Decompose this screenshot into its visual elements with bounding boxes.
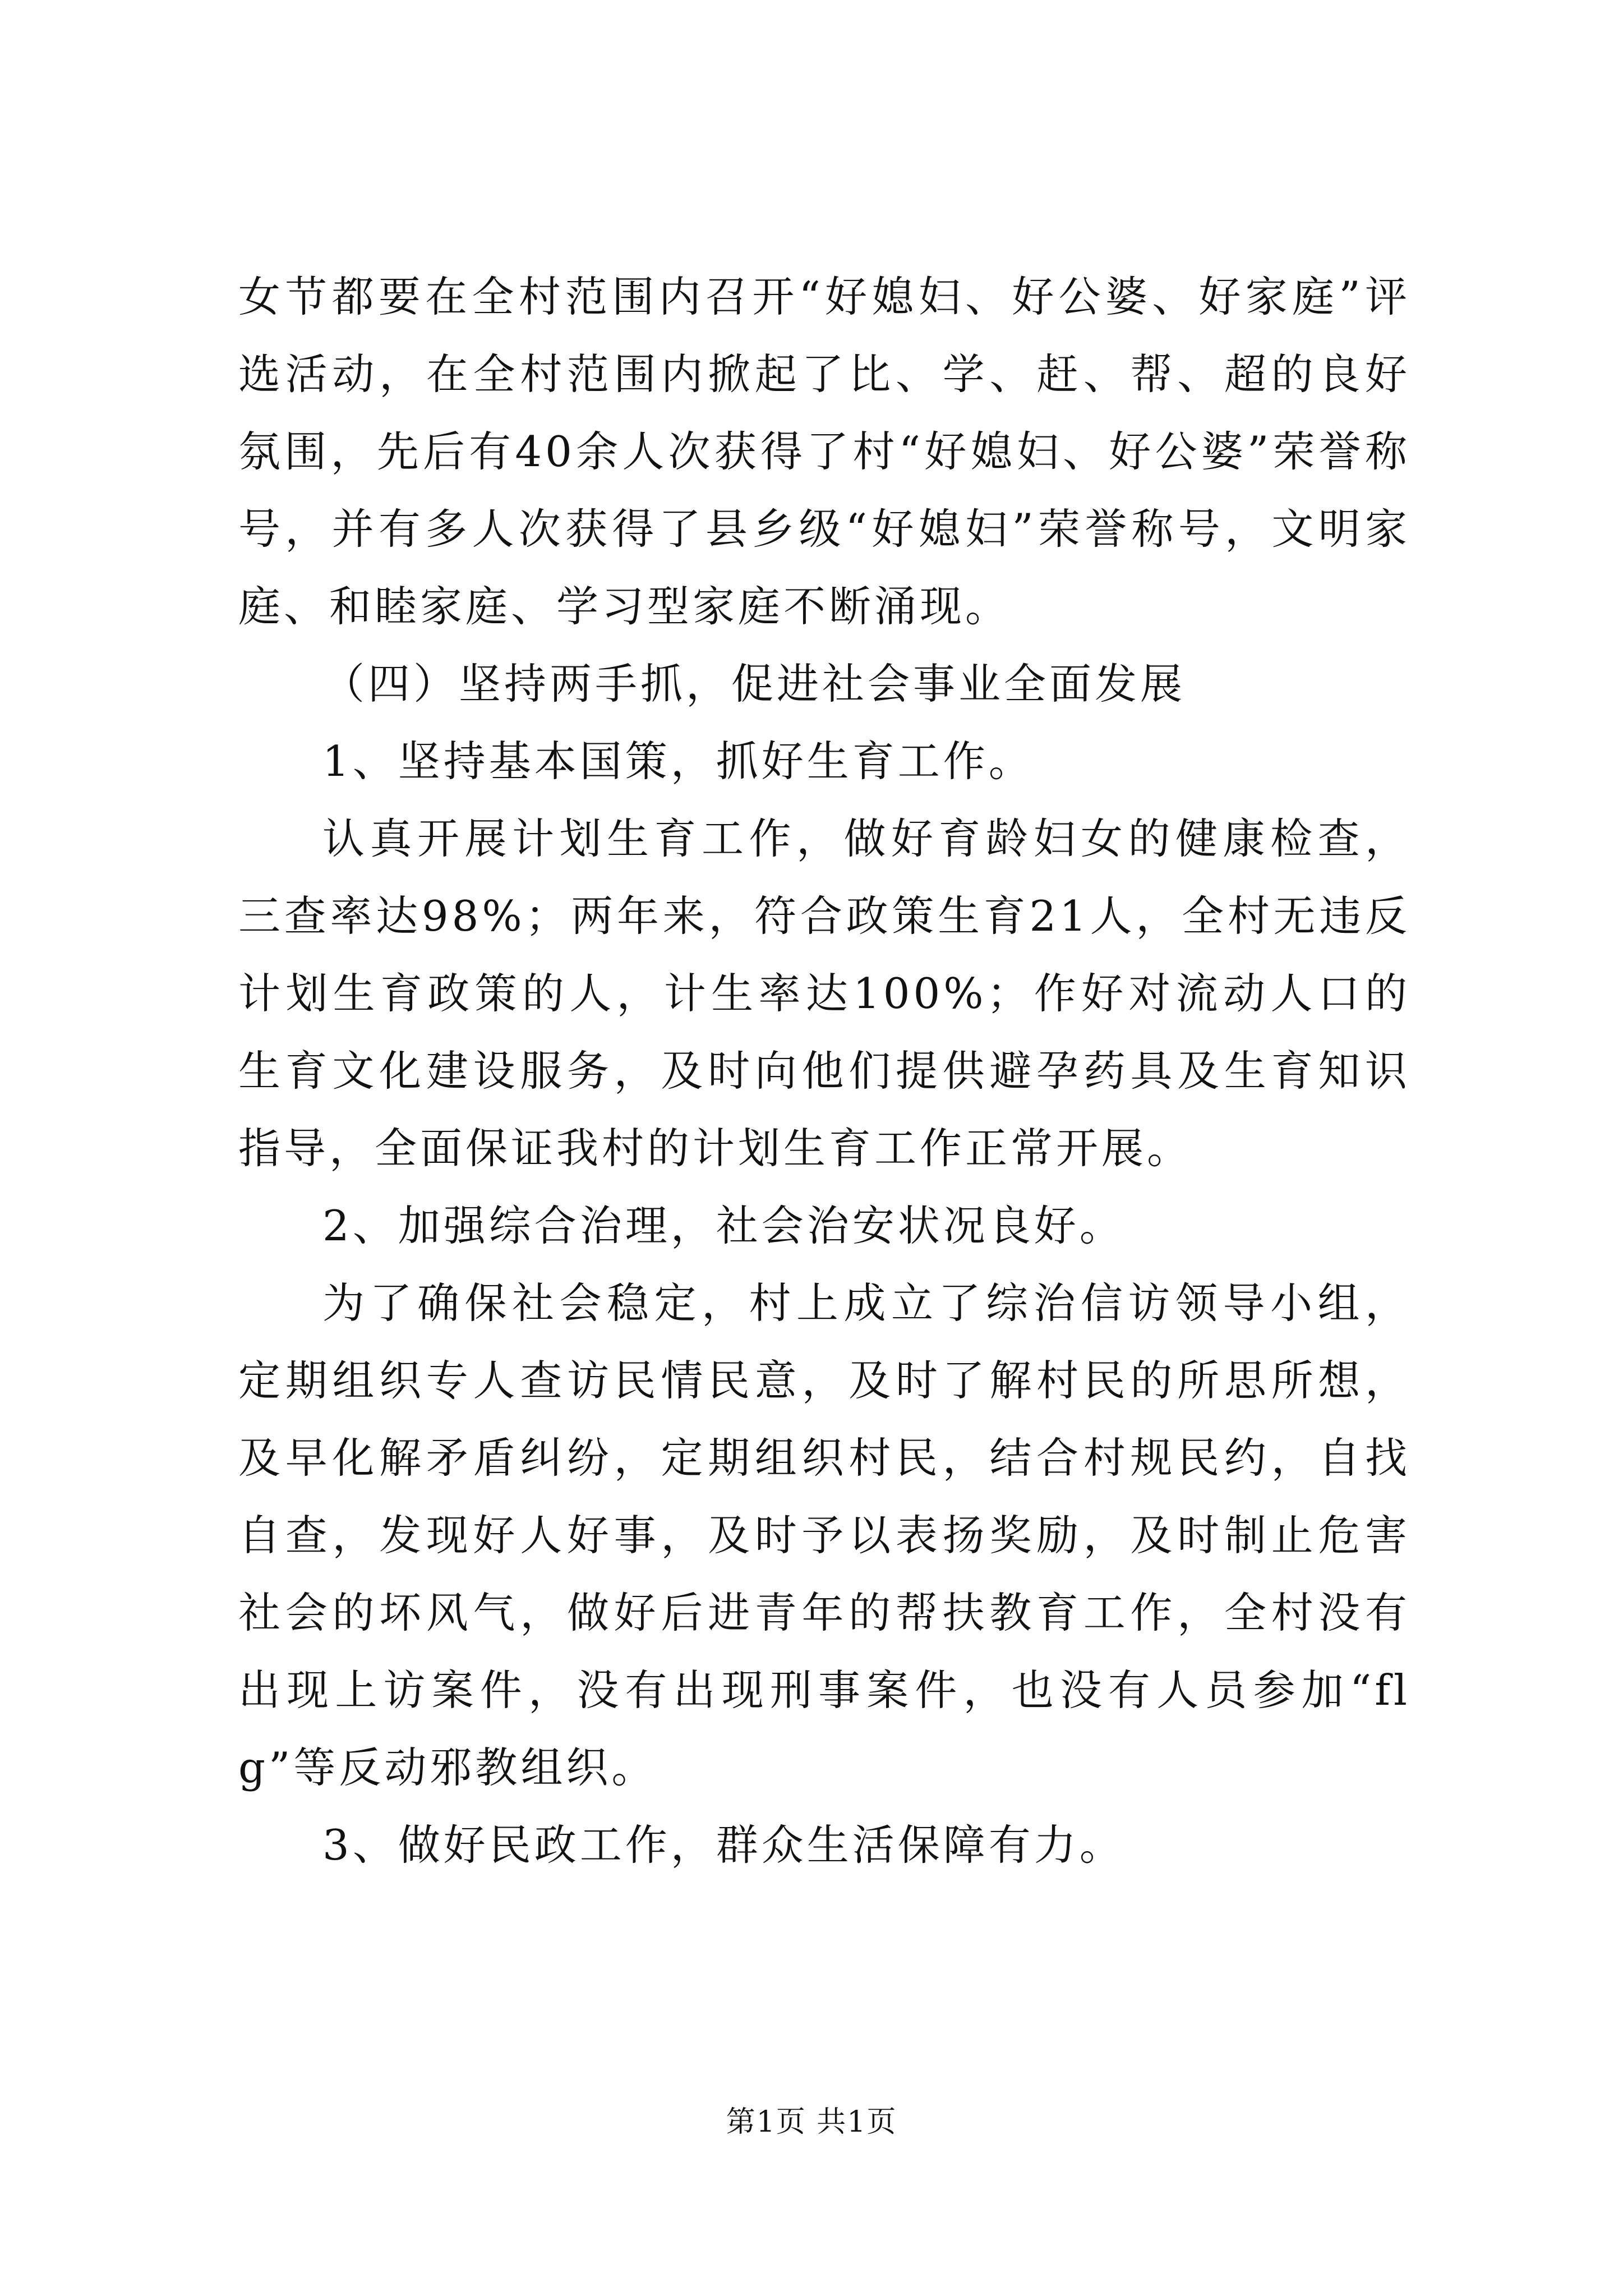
subheading-civil-affairs: 3、做好民政工作，群众生活保障有力。 [322,1820,1125,1870]
paragraph-continuation: 女节都要在全村范围内召开“好媳妇、好公婆、好家庭”评选活动，在全村范围内掀起了比、学、赶、帮、超的良好氛围，先后有40余人次获得了村“好媳妇、好公婆”荣誉称号，并有多人次获得了县乡级“好媳妇”荣誉称号，文明家庭、和睦家庭、学习型家庭不断涌现。 [238,272,1410,631]
subheading-public-security: 2、加强综合治理，社会治安状况良好。 [322,1201,1125,1250]
page-number-footer: 第1页 共1页 [726,2105,897,2139]
section-heading-four: （四）坚持两手抓，促进社会事业全面发展 [322,659,1186,708]
document-body [238,258,1410,1884]
paragraph-family-planning: 认真开展计划生育工作，做好育龄妇女的健康检查，三查率达98%；两年来，符合政策生育21人，全村无违反计划生育政策的人，计生率达100%；作好对流动人口的生育文化建设服务，及时向他们提供避孕药具及生育知识指导，全面保证我村的计划生育工作正常开展。 [238,814,1410,1173]
paragraph-public-security: 为了确保社会稳定，村上成立了综治信访领导小组，定期组织专人查访民情民意，及时了解村民的所思所想，及早化解矛盾纠纷，定期组织村民，结合村规民约，自找自查，发现好人好事，及时予以表扬奖励，及时制止危害社会的坏风气，做好后进青年的帮扶教育工作，全村没有出现上访案件，没有出现刑事案件，也没有人员参加“flg”等反动邪教组织。 [238,1278,1410,1792]
subheading-family-planning: 1、坚持基本国策，抓好生育工作。 [322,737,1034,786]
